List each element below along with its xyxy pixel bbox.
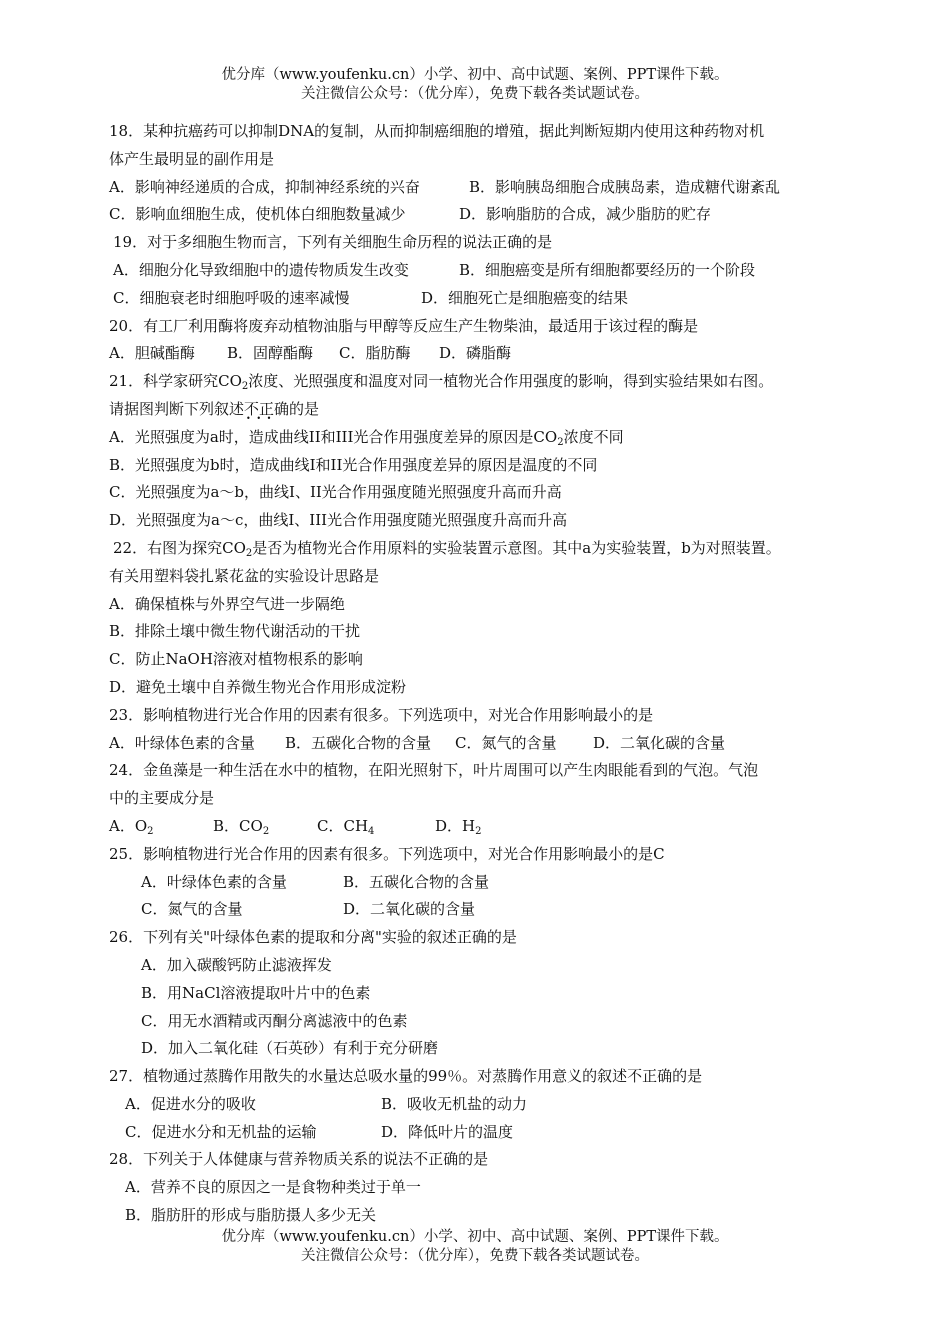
q26-stem: 26．下列有关"叶绿体色素的提取和分离"实验的叙述正确的是	[109, 928, 517, 947]
q21-a-sub: 2	[557, 436, 564, 448]
q24-c-pre: C．CH	[317, 816, 369, 835]
q26-option-a: A．加入碳酸钙防止滤液挥发	[141, 955, 332, 974]
q23-option-d: D．二氧化碳的含量	[593, 733, 726, 752]
q24-stem-line-2: 中的主要成分是	[109, 789, 215, 808]
q22-stem1-post: 是否为植物光合作用原料的实验装置示意图。其中a为实验装置，b为对照装置。	[252, 538, 781, 557]
q21-option-b: B．光照强度为b时，造成曲线I和II光合作用强度差异的原因是温度的不同	[109, 455, 598, 474]
q27-stem: 27．植物通过蒸腾作用散失的水量达总吸水量的99％。对蒸腾作用意义的叙述不正确的是	[109, 1067, 703, 1086]
q24-option-c	[317, 813, 435, 841]
q23-option-a: A．叶绿体色素的含量	[109, 733, 255, 752]
q24-d-pre: D．H	[435, 816, 476, 835]
q19-options-ab	[109, 257, 849, 285]
q21-option-d: D．光照强度为a～c，曲线I、III光合作用强度随光照强度升高而升高	[109, 511, 568, 530]
footer-line-1: 优分库（www.youfenku.cn）小学、初中、高中试题、案例、PPT课件下载。	[221, 1229, 729, 1245]
header-line-2: 关注微信公众号：（优分库），免费下载各类试题试卷。	[301, 86, 649, 102]
q22-option-a: A．确保植株与外界空气进一步隔绝	[109, 594, 345, 613]
q19-option-b: B．细胞癌变是所有细胞都要经历的一个阶段	[459, 260, 756, 279]
q24-a-sub: 2	[147, 825, 154, 837]
q19-options-cd	[109, 285, 849, 313]
q21-stem1-post: 浓度、光照强度和温度对同一植物光合作用强度的影响，得到实验结果如右图。	[248, 372, 774, 391]
q26-option-b: B．用NaCl溶液提取叶片中的色素	[141, 983, 371, 1002]
q24-d-sub: 2	[475, 825, 482, 837]
q18-options-cd	[109, 201, 849, 229]
q21-option-c: C．光照强度为a～b，曲线I、II光合作用强度随光照强度升高而升高	[109, 483, 562, 502]
q21-stem1-pre: 21．科学家研究CO	[109, 372, 242, 391]
q23-option-b: B．五碳化合物的含量	[285, 733, 432, 752]
q24-option-b	[213, 813, 317, 841]
page-footer	[0, 1228, 950, 1266]
q27-option-c: C．促进水分和无机盐的运输	[125, 1122, 317, 1141]
q18-stem-line-2: 体产生最明显的副作用是	[109, 149, 275, 168]
q19-option-c: C．细胞衰老时细胞呼吸的速率减慢	[113, 288, 350, 307]
q28-stem: 28．下列关于人体健康与营养物质关系的说法不正确的是	[109, 1150, 489, 1169]
footer-line-2: 关注微信公众号：（优分库），免费下载各类试题试卷。	[301, 1248, 649, 1264]
header-line-1: 优分库（www.youfenku.cn）小学、初中、高中试题、案例、PPT课件下载。	[221, 67, 729, 83]
q21-stem-line-2	[109, 396, 849, 424]
q27-option-a: A．促进水分的吸收	[125, 1094, 256, 1113]
q21-a-post: 浓度不同	[563, 427, 624, 446]
q21-emphasis-not-correct: 不正确 • • •	[244, 396, 289, 424]
q18-option-d: D．影响脂肪的合成，减少脂肪的贮存	[459, 205, 712, 224]
q18-option-c: C．影响血细胞生成，使机体白细胞数量减少	[109, 205, 406, 224]
q23-options	[109, 730, 849, 758]
q24-b-pre: B．CO	[213, 816, 263, 835]
q21-option-a	[109, 424, 849, 452]
q22-option-c: C．防止NaOH溶液对植物根系的影响	[109, 650, 363, 669]
q26-option-c: C．用无水酒精或丙酮分离滤液中的色素	[141, 1011, 408, 1030]
q22-stem-line-2: 有关用塑料袋扎紧花盆的实验设计思路是	[109, 566, 380, 585]
q18-stem-line-1: 18．某种抗癌药可以抑制DNA的复制，从而抑制癌细胞的增殖，据此判断短期内使用这种药物对机	[109, 122, 765, 140]
q21-stem2-post: 的是	[289, 399, 320, 418]
q24-option-d	[435, 813, 481, 841]
q24-c-sub: 4	[368, 825, 375, 837]
q24-options	[109, 813, 849, 841]
q19-option-d: D．细胞死亡是细胞癌变的结果	[421, 288, 629, 307]
q25-option-b: B．五碳化合物的含量	[343, 872, 490, 891]
q24-option-a	[109, 813, 213, 841]
q20-options	[109, 340, 849, 368]
q27-option-b: B．吸收无机盐的动力	[381, 1094, 528, 1113]
q24-stem-line-1: 24．金鱼藻是一种生活在水中的植物，在阳光照射下，叶片周围可以产生肉眼能看到的气泡。气泡	[109, 761, 759, 780]
q21-stem1-sub: 2	[241, 381, 249, 393]
q20-option-c: C．脂肪酶	[339, 344, 411, 363]
q24-b-sub: 2	[262, 825, 270, 837]
q28-option-a: A．营养不良的原因之一是食物种类过于单一	[125, 1178, 421, 1197]
q18-option-a: A．影响神经递质的合成，抑制神经系统的兴奋	[109, 177, 420, 196]
q19-option-a: A．细胞分化导致细胞中的遗传物质发生改变	[113, 260, 409, 279]
q22-stem-line-1	[109, 535, 849, 563]
q20-option-a: A．胆碱酯酶	[109, 344, 195, 363]
q25-stem: 25．影响植物进行光合作用的因素有很多。下列选项中，对光合作用影响最小的是C	[109, 844, 665, 863]
q28-option-b: B．脂肪肝的形成与脂肪摄人多少无关	[125, 1206, 377, 1225]
q25-options-ab	[109, 869, 849, 897]
q25-options-cd	[109, 896, 849, 924]
q22-stem1-pre: 22．右图为探究CO	[113, 538, 246, 557]
q22-option-b: B．排除土壤中微生物代谢活动的干扰	[109, 622, 361, 641]
q22-option-d: D．避免土壤中自养微生物光合作用形成淀粉	[109, 677, 407, 696]
page-header	[0, 66, 950, 104]
question-list	[109, 118, 849, 1230]
q22-stem1-sub: 2	[245, 547, 253, 559]
q25-option-c: C．氮气的含量	[141, 900, 243, 919]
q19-stem: 19．对于多细胞生物而言，下列有关细胞生命历程的说法正确的是	[113, 233, 553, 252]
q25-option-d: D．二氧化碳的含量	[343, 900, 476, 919]
q20-option-b: B．固醇酯酶	[227, 344, 314, 363]
q25-option-a: A．叶绿体色素的含量	[141, 872, 287, 891]
q18-options-ab	[109, 174, 849, 202]
q20-option-d: D．磷脂酶	[439, 344, 512, 363]
q23-stem: 23．影响植物进行光合作用的因素有很多。下列选项中，对光合作用影响最小的是	[109, 705, 654, 724]
q23-option-c: C．氮气的含量	[455, 733, 557, 752]
q26-option-d: D．加入二氧化硅（石英砂）有利于充分研磨	[141, 1039, 439, 1058]
q21-stem2-pre: 请据图判断下列叙述	[109, 399, 245, 418]
q18-option-b: B．影响胰岛细胞合成胰岛素，造成糖代谢紊乱	[469, 177, 781, 196]
q21-a-pre: A．光照强度为a时，造成曲线II和III光合作用强度差异的原因是CO	[109, 427, 558, 446]
q27-option-d: D．降低叶片的温度	[381, 1122, 514, 1141]
q27-options-cd	[109, 1119, 849, 1147]
q21-stem-line-1	[109, 368, 849, 396]
q27-options-ab	[109, 1091, 849, 1119]
q20-stem: 20．有工厂利用酶将废弃动植物油脂与甲醇等反应生产生物柴油，最适用于该过程的酶是	[109, 316, 699, 335]
q24-a-pre: A．O	[109, 816, 148, 835]
